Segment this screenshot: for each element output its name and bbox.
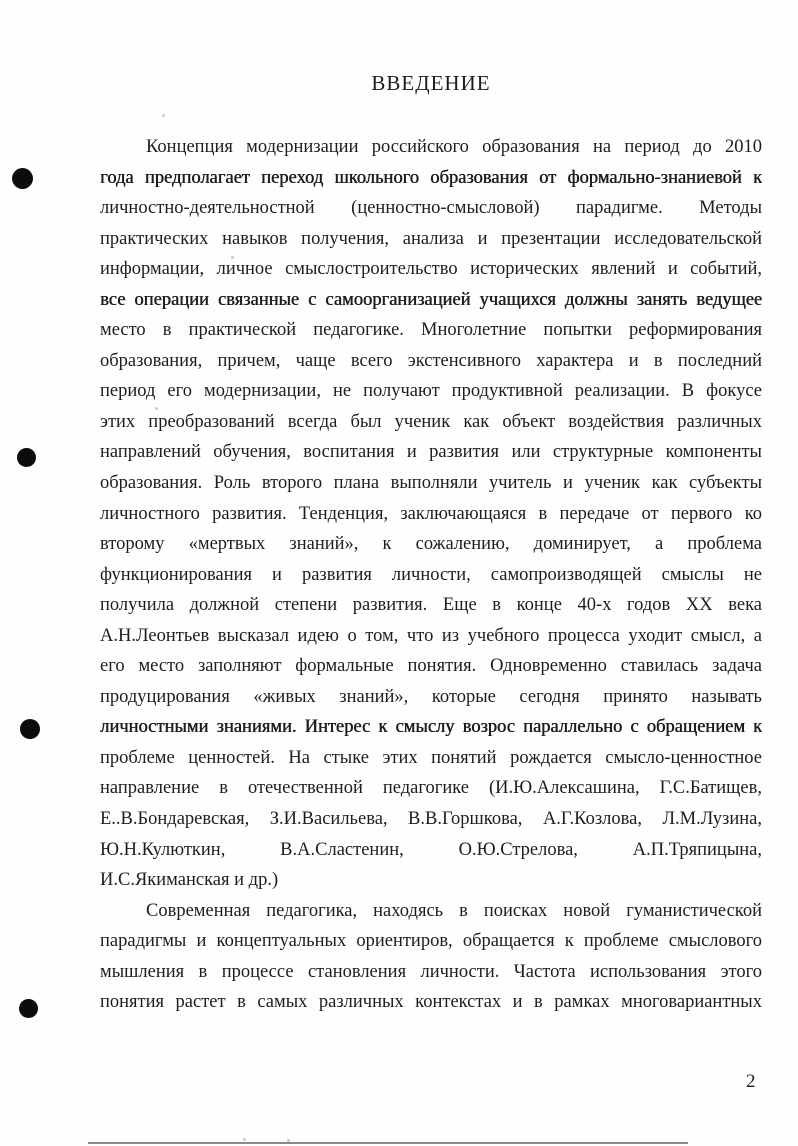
hole-punch-dot: [20, 719, 40, 739]
text-line: направлений обучения, воспитания и развития или структурные компоненты: [100, 442, 762, 463]
text-line: направление в отечественной педагогике (И.Ю.Алексашина, Г.С.Батищев,: [100, 778, 762, 799]
text-line: года предполагает переход школьного образования от формально-знаниевой к: [100, 167, 762, 188]
document-body: [100, 132, 762, 1018]
text-line: проблеме ценностей. На стыке этих понятий рождается смысло-ценностное: [100, 747, 762, 768]
page-title: ВВЕДЕНИЕ: [371, 71, 491, 95]
scan-speck: [231, 256, 234, 259]
text-line: Концепция модернизации российского образования на период до 2010: [146, 137, 762, 157]
text-line: получила должной степени развития. Еще в конце 40-х годов XX века: [100, 595, 762, 616]
hole-punch-dot: [19, 999, 38, 1018]
text-line: Ю.Н.Кулюткин, В.А.Сластенин, О.Ю.Стрелова, А.П.Тряпицына,: [100, 839, 762, 860]
text-line: место в практической педагогике. Многолетние попытки реформирования: [100, 320, 762, 341]
text-line: личностными знаниями. Интерес к смыслу возрос параллельно с обращением к: [100, 717, 762, 738]
hole-punch-dot: [12, 168, 33, 189]
scan-speck: [243, 1138, 246, 1141]
text-line: второму «мертвых знаний», к сожалению, доминирует, а проблема: [100, 534, 762, 555]
text-line: Е..В.Бондаревская, З.И.Васильева, В.В.Горшкова, А.Г.Козлова, Л.М.Лузина,: [100, 809, 762, 830]
text-line: парадигмы и концептуальных ориентиров, обращается к проблеме смыслового: [100, 931, 762, 952]
text-line: период его модернизации, не получают продуктивной реализации. В фокусе: [100, 381, 762, 402]
text-line: его место заполняют формальные понятия. Одновременно ставилась задача: [100, 656, 762, 677]
text-line: этих преобразований всегда был ученик как объект воздействия различных: [100, 411, 762, 432]
hole-punch-dot: [17, 448, 36, 467]
text-line: все операции связанные с самоорганизацией учащихся должны занять ведущее: [100, 289, 762, 310]
text-line: личностно-деятельностной (ценностно-смысловой) парадигме. Методы: [100, 198, 762, 219]
scan-speck: [162, 114, 165, 117]
text-line: информации, личное смыслостроительство исторических явлений и событий,: [100, 259, 762, 280]
text-line: И.С.Якиманская и др.): [100, 870, 279, 891]
text-line: практических навыков получения, анализа и презентации исследовательской: [100, 228, 762, 249]
page-number: 2: [746, 1071, 756, 1092]
text-line: понятия растет в самых различных контекстах и в рамках многовариантных: [100, 992, 762, 1013]
text-line: Современная педагогика, находясь в поисках новой гуманистической: [146, 900, 762, 921]
text-line: продуцирования «живых знаний», которые сегодня принято называть: [100, 686, 762, 707]
text-line: образования. Роль второго плана выполняли учитель и ученик как субъекты: [100, 473, 762, 494]
scan-speck: [155, 407, 158, 410]
scan-edge-line: [88, 1142, 688, 1144]
text-line: функционирования и развития личности, самопроизводящей смыслы не: [100, 564, 762, 585]
text-line: личностного развития. Тенденция, заключающаяся в передаче от первого ко: [100, 503, 762, 524]
text-line: образования, причем, чаще всего экстенсивного характера и в последний: [100, 350, 762, 371]
text-line: А.Н.Леонтьев высказал идею о том, что из учебного процесса уходит смысл, а: [100, 625, 762, 646]
text-line: мышления в процессе становления личности. Частота использования этого: [100, 961, 762, 982]
